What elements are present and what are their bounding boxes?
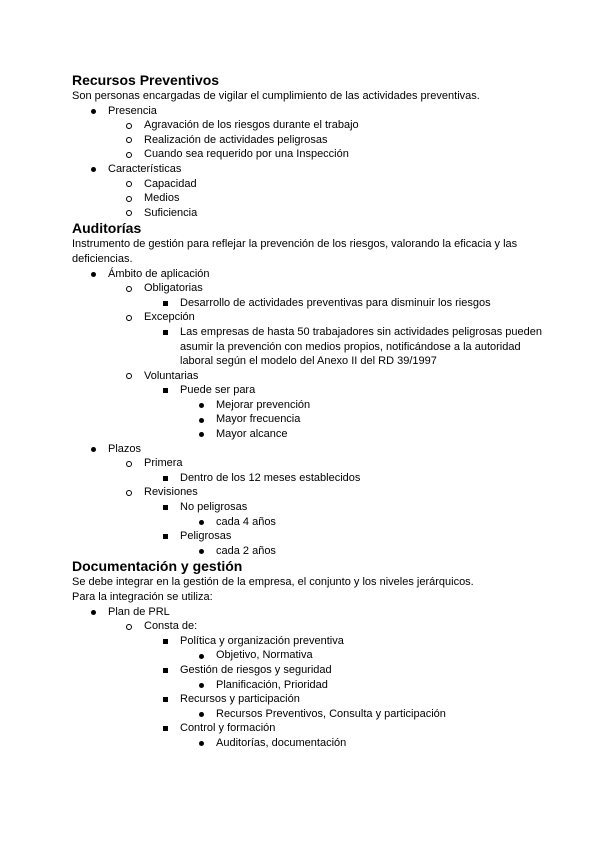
bullet-dot-icon — [194, 412, 208, 427]
bullet-square-icon — [158, 296, 172, 311]
bullet-dot-icon — [194, 678, 208, 693]
list-item: Consta de: — [72, 619, 542, 634]
list-item: Las empresas de hasta 50 trabajadores sin actividades peligrosas pueden asumir la prevención con medios propios, notificándose a la autoridad laboral según el modelo del Anexo II del RD 39/1997 — [72, 325, 542, 369]
bullet-square-icon — [158, 325, 172, 340]
bullet-circle-icon — [122, 133, 136, 148]
bullet-square-icon — [158, 692, 172, 707]
list-item: Recursos Preventivos, Consulta y participación — [72, 707, 542, 722]
bullet-dot-icon — [194, 398, 208, 413]
bullet-circle-icon — [122, 147, 136, 162]
list-item: Gestión de riesgos y seguridad — [72, 663, 542, 678]
bullet-circle-icon — [122, 281, 136, 296]
bullet-dot-icon — [86, 267, 100, 282]
bullet-dot-icon — [86, 442, 100, 457]
list-item: Realización de actividades peligrosas — [72, 133, 542, 148]
list-item: Peligrosas — [72, 529, 542, 544]
bullet-circle-icon — [122, 118, 136, 133]
bullet-dot-icon — [86, 104, 100, 119]
section-heading-recursos-preventivos: Recursos Preventivos — [72, 72, 220, 88]
section-heading-auditorias: Auditorías — [72, 220, 142, 237]
bullet-dot-icon — [194, 427, 208, 442]
list-item: Planificación, Prioridad — [72, 678, 542, 693]
section-intro: Para la integración se utiliza: — [72, 591, 213, 603]
list-item: Primera — [72, 456, 542, 471]
list-item: Cuando sea requerido por una Inspección — [72, 147, 542, 162]
document-page — [72, 72, 542, 751]
list-item: Voluntarias — [72, 369, 542, 384]
bullet-square-icon — [158, 663, 172, 678]
list-item: Auditorías, documentación — [72, 736, 542, 751]
bullet-dot-icon — [194, 515, 208, 530]
list-item: cada 4 años — [72, 515, 542, 530]
section-intro: Instrumento de gestión para reflejar la prevención de los riesgos, valorando la eficacia y las deficiencias. — [72, 238, 518, 265]
bullet-circle-icon — [122, 206, 136, 221]
bullet-dot-icon — [86, 605, 100, 620]
bullet-circle-icon — [122, 456, 136, 471]
list-item: Capacidad — [72, 177, 542, 192]
list-item: Medios — [72, 191, 542, 206]
bullet-list — [72, 605, 542, 751]
list-item: Control y formación — [72, 721, 542, 736]
list-item: Mayor alcance — [72, 427, 542, 442]
bullet-square-icon — [158, 471, 172, 486]
list-item: Mejorar prevención — [72, 398, 542, 413]
list-item: Agravación de los riesgos durante el trabajo — [72, 118, 542, 133]
list-item: Dentro de los 12 meses establecidos — [72, 471, 542, 486]
bullet-circle-icon — [122, 177, 136, 192]
section-intro: Son personas encargadas de vigilar el cumplimiento de las actividades preventivas. — [72, 90, 480, 102]
bullet-circle-icon — [122, 369, 136, 384]
list-item: Excepción — [72, 310, 542, 325]
bullet-dot-icon — [194, 648, 208, 663]
bullet-dot-icon — [86, 162, 100, 177]
bullet-dot-icon — [194, 736, 208, 751]
list-item: Política y organización preventiva — [72, 634, 542, 649]
bullet-square-icon — [158, 634, 172, 649]
section-intro: Se debe integrar en la gestión de la empresa, el conjunto y los niveles jerárquicos. — [72, 576, 474, 589]
bullet-circle-icon — [122, 485, 136, 500]
bullet-dot-icon — [194, 707, 208, 722]
list-item: Ámbito de aplicación — [72, 267, 542, 282]
bullet-circle-icon — [122, 619, 136, 634]
list-item: Plazos — [72, 442, 542, 457]
list-item: Características — [72, 162, 542, 177]
list-item: No peligrosas — [72, 500, 542, 515]
list-item: Plan de PRL — [72, 605, 542, 620]
bullet-square-icon — [158, 529, 172, 544]
bullet-list — [72, 104, 542, 221]
section-heading-documentacion: Documentación y gestión — [72, 558, 243, 575]
bullet-square-icon — [158, 721, 172, 736]
list-item: Suficiencia — [72, 206, 542, 221]
bullet-list — [72, 267, 542, 559]
list-item: Desarrollo de actividades preventivas para disminuir los riesgos — [72, 296, 542, 311]
list-item: Puede ser para — [72, 383, 542, 398]
list-item: Presencia — [72, 104, 542, 119]
bullet-circle-icon — [122, 191, 136, 206]
bullet-square-icon — [158, 383, 172, 398]
bullet-circle-icon — [122, 310, 136, 325]
list-item: Recursos y participación — [72, 692, 542, 707]
list-item: cada 2 años — [72, 544, 542, 559]
list-item: Obligatorias — [72, 281, 542, 296]
list-item: Revisiones — [72, 485, 542, 500]
list-item: Objetivo, Normativa — [72, 648, 542, 663]
list-item: Mayor frecuencia — [72, 412, 542, 427]
bullet-square-icon — [158, 500, 172, 515]
bullet-dot-icon — [194, 544, 208, 559]
